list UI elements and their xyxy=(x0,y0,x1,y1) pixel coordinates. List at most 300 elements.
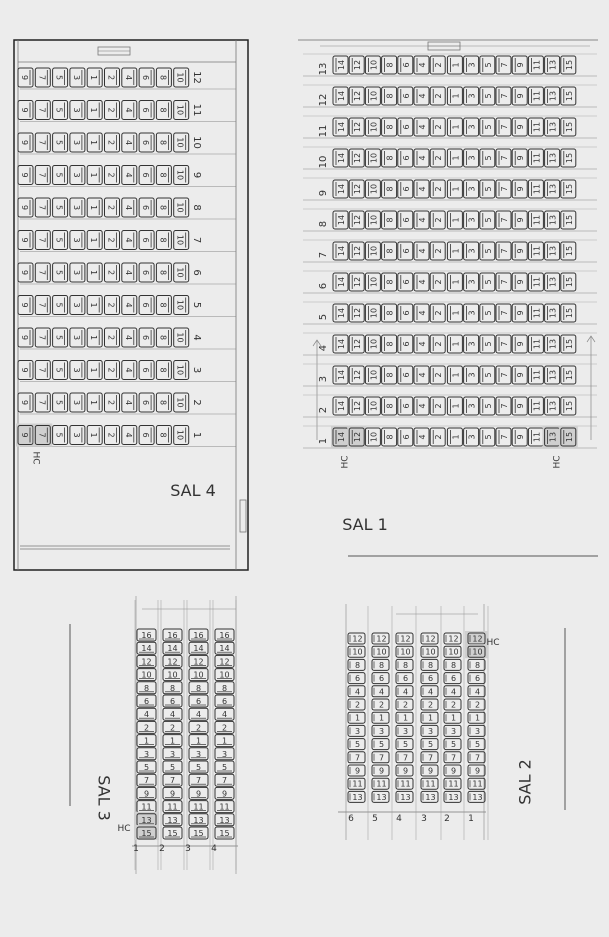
sal2-seat-number: 10 xyxy=(425,647,436,657)
sal1-seat-number: 6 xyxy=(401,217,411,223)
sal3-seat-number: 4 xyxy=(143,710,150,720)
sal1-seat-number: 10 xyxy=(369,431,379,443)
sal3-seat-number: 16 xyxy=(219,631,230,640)
sal3-seat-number: 13 xyxy=(219,815,230,825)
sal3-seat-number: 10 xyxy=(141,670,152,680)
sal1-seat-number: 13 xyxy=(548,245,558,257)
sal2-seat-number: 10 xyxy=(472,647,483,657)
sal4-seat-number: 9 xyxy=(20,204,29,211)
sal1-seat-number: 10 xyxy=(369,90,379,102)
sal3-seat-number: 8 xyxy=(221,683,228,693)
sal4-row-number: 12 xyxy=(191,71,202,84)
sal1-seat-number: 15 xyxy=(564,400,574,412)
sal3-seat-number: 1 xyxy=(143,736,150,746)
sal1-seat-number: 14 xyxy=(337,121,346,133)
sal4-seat-number: 7 xyxy=(37,107,47,113)
sal3-seat-number: 11 xyxy=(219,802,230,812)
sal4-seat-number: 6 xyxy=(141,172,151,178)
sal4-seat-number: 4 xyxy=(123,367,133,373)
sal4-seat-number: 6 xyxy=(141,204,151,211)
sal1-seat-number: 8 xyxy=(385,62,395,68)
sal1-seat-number: 9 xyxy=(516,403,526,409)
sal2-seat-number: 13 xyxy=(472,792,483,802)
sal3-seat-number: 2 xyxy=(169,723,176,733)
sal4-seat-number: 3 xyxy=(71,172,81,178)
sal4-seat-number: 5 xyxy=(54,269,64,276)
sal4-seat-number: 6 xyxy=(141,269,151,276)
sal1-seat-number: 10 xyxy=(369,121,379,133)
sal2-seat-number: 5 xyxy=(427,740,434,750)
sal4-seat-number: 5 xyxy=(54,172,64,178)
sal1-seat-number: 1 xyxy=(451,403,461,409)
sal1-row-number: 4 xyxy=(318,344,329,352)
sal2-seat-number: 1 xyxy=(427,713,434,723)
sal4-seat-number: 3 xyxy=(71,367,81,373)
sal1-seat-number: 11 xyxy=(532,307,542,319)
sal1-seat-number: 3 xyxy=(467,372,477,378)
sal1-row-number: 2 xyxy=(318,406,329,414)
sal2-seat-number: 11 xyxy=(376,779,387,789)
sal1-seat-number: 4 xyxy=(418,93,427,99)
sal1-seat-number: 3 xyxy=(467,62,477,68)
sal1-row-number: 13 xyxy=(318,62,329,76)
sal1-seat-number: 8 xyxy=(385,279,395,285)
sal4-seat-number: 4 xyxy=(123,302,133,308)
sal4-seat-number: 5 xyxy=(54,302,64,308)
sal1-seat-number: 10 xyxy=(369,183,379,195)
sal1-seat-number: 10 xyxy=(369,245,379,257)
sal1-seat-number: 1 xyxy=(451,186,461,192)
sal4-row-number: 2 xyxy=(191,399,202,406)
sal2-seat-number: 8 xyxy=(427,660,434,670)
sal2-seat-number: 2 xyxy=(474,700,481,710)
sal1-seat-number: 12 xyxy=(353,121,363,133)
sal2-seat-number: 1 xyxy=(450,713,457,723)
sal3-seat-number: 12 xyxy=(193,657,204,667)
sal4-seat-number: 10 xyxy=(175,72,185,83)
sal4-seat-number: 2 xyxy=(106,367,116,373)
sal4-seat-number: 8 xyxy=(158,269,168,276)
sal1-seat-number: 6 xyxy=(401,341,411,347)
sal1-seat-number: 15 xyxy=(564,307,574,319)
sal2-seat-number: 1 xyxy=(354,713,361,723)
sal4-seat-number: 2 xyxy=(106,334,116,341)
sal1-seat-number: 1 xyxy=(451,279,461,285)
sal3-seat-number: 13 xyxy=(167,815,178,825)
sal1-seat-number: 14 xyxy=(337,214,346,226)
sal1-seat-number: 3 xyxy=(467,279,477,285)
sal4-seat-number: 6 xyxy=(141,334,151,341)
sal2-seat-number: 2 xyxy=(450,700,457,710)
sal4-seat-number: 1 xyxy=(89,237,99,243)
sal1-seat-number: 5 xyxy=(483,124,493,130)
sal1-seat-number: 4 xyxy=(418,434,427,440)
sal3-seat-number: 11 xyxy=(141,802,152,812)
sal4-seat-number: 5 xyxy=(54,139,64,146)
sal3-seat-number: 1 xyxy=(195,736,202,746)
sal3-seat-number: 7 xyxy=(169,776,176,786)
sal4-seat-number: 7 xyxy=(37,172,47,178)
sal4-seat-number: 6 xyxy=(141,74,151,81)
sal4-seat-number: 2 xyxy=(106,74,116,81)
sal4-seat-number: 5 xyxy=(54,432,64,438)
sal1-seat-number: 14 xyxy=(337,245,346,257)
sal1-seat-number: 6 xyxy=(401,93,411,99)
sal1-seat-number: 14 xyxy=(337,276,346,288)
sal4-title: SAL 4 xyxy=(170,481,216,500)
sal1-seat-number: 2 xyxy=(434,434,444,440)
sal1-seat-number: 4 xyxy=(418,186,427,192)
sal1-seat-number: 6 xyxy=(401,279,411,285)
sal1-seat-number: 12 xyxy=(353,90,363,102)
sal4-seat-number: 3 xyxy=(71,139,81,146)
sal1-seat-number: 7 xyxy=(500,248,509,254)
sal3-seat-number: 3 xyxy=(195,749,202,759)
sal1-seat-number: 14 xyxy=(337,152,346,164)
sal1-seat-number: 11 xyxy=(532,59,542,71)
sal1-seat-number: 5 xyxy=(483,341,493,347)
sal1-seat-number: 15 xyxy=(564,245,574,257)
sal1-seat-number: 10 xyxy=(369,59,379,71)
sal1-seat-number: 11 xyxy=(532,245,542,257)
sal3-seat-number: 1 xyxy=(221,736,228,746)
sal4-seat-number: 10 xyxy=(175,332,185,343)
sal2-seat-number: 13 xyxy=(352,792,363,802)
sal1-seat-number: 11 xyxy=(532,338,542,350)
sal4-seat-number: 4 xyxy=(123,334,133,341)
sal3-seat-number: 13 xyxy=(193,815,204,825)
sal1-row-number: 6 xyxy=(318,282,329,290)
sal1-seat-number: 13 xyxy=(548,90,558,102)
sal1-seat-number: 13 xyxy=(548,59,558,71)
sal2-seat-number: 11 xyxy=(472,779,483,789)
sal1-seat-number: 15 xyxy=(564,431,574,443)
sal4-seat-number: 1 xyxy=(89,269,99,276)
sal1-seat-number: 13 xyxy=(548,183,558,195)
sal1-seat-number: 15 xyxy=(564,152,574,164)
sal3-seat-number: 7 xyxy=(221,776,228,786)
sal1-seat-number: 12 xyxy=(353,400,363,412)
sal2-seat-number: 5 xyxy=(378,740,385,750)
sal4-seat-number: 9 xyxy=(20,172,29,178)
sal1-seat-number: 1 xyxy=(451,155,461,161)
sal2-seat-number: 4 xyxy=(427,687,434,697)
sal4-seat-number: 9 xyxy=(20,367,29,373)
sal2-seat-number: 6 xyxy=(474,674,481,684)
sal1-seat-number: 11 xyxy=(532,152,542,164)
sal1-seat-number: 10 xyxy=(369,338,379,350)
sal2-seat-number: 4 xyxy=(378,687,385,697)
sal2-seat-number: 12 xyxy=(376,634,387,644)
sal4-seat-number: 6 xyxy=(141,367,151,373)
sal1-seat-number: 7 xyxy=(500,186,509,192)
sal2-column-number: 4 xyxy=(396,814,402,824)
sal2-seat-number: 10 xyxy=(448,647,459,657)
sal4-seat-number: 9 xyxy=(20,237,29,243)
sal1-row-number: 9 xyxy=(318,189,329,197)
sal1-seat-number: 2 xyxy=(434,124,444,130)
sal1-seat-number: 8 xyxy=(385,124,395,130)
sal1-seat-number: 5 xyxy=(483,279,493,285)
sal2-seat-number: 7 xyxy=(474,753,481,763)
sal4-seat-number: 9 xyxy=(20,302,29,308)
sal4-seat-number: 1 xyxy=(89,334,99,341)
sal1-frame xyxy=(298,40,598,556)
sal3-seat-number: 6 xyxy=(221,697,228,706)
sal1-seat-number: 13 xyxy=(548,400,558,412)
sal4-seat-number: 4 xyxy=(123,139,133,146)
sal2-seat-number: 12 xyxy=(400,634,411,644)
sal1-seat-number: 4 xyxy=(418,155,427,161)
sal4-row-number: 10 xyxy=(191,136,202,149)
sal2-hc-label: HC xyxy=(486,638,500,648)
sal2-seat-number: 8 xyxy=(474,660,481,670)
sal4-seat-number: 10 xyxy=(175,234,185,246)
sal2-seat-number: 7 xyxy=(402,753,409,763)
sal1-seat-number: 11 xyxy=(532,276,542,288)
sal1-seat-number: 6 xyxy=(401,124,411,130)
sal1-seat-number: 4 xyxy=(418,403,427,409)
sal1-seat-number: 2 xyxy=(434,155,444,161)
sal1-seat-number: 9 xyxy=(516,93,526,99)
sal3-seat-number: 11 xyxy=(167,802,178,812)
sal1-seat-number: 12 xyxy=(353,214,363,226)
sal4-row-number: 1 xyxy=(191,431,202,439)
sal3-seat-number: 2 xyxy=(195,723,202,733)
sal1-seat-number: 1 xyxy=(451,217,461,223)
sal3-seat-number: 10 xyxy=(167,670,178,680)
sal2-seat-number: 12 xyxy=(472,634,483,644)
sal1-seat-number: 9 xyxy=(516,310,526,316)
sal1-seat-number: 1 xyxy=(451,62,461,68)
sal2-seat-number: 8 xyxy=(378,660,385,670)
sal2-seat-number: 8 xyxy=(354,660,361,670)
sal2-seat-number: 11 xyxy=(425,779,436,789)
sal1-seat-number: 4 xyxy=(418,279,427,285)
seat-layer xyxy=(16,54,597,870)
sal2-seat-number: 9 xyxy=(427,766,434,776)
sal1-seat-number: 12 xyxy=(353,276,363,288)
sal3-seat-number: 8 xyxy=(143,683,150,693)
sal4-seat-number: 10 xyxy=(175,169,185,181)
sal1-seat-number: 6 xyxy=(401,62,411,68)
sal4-seat-number: 1 xyxy=(89,74,99,81)
sal1-hc-label-left: HC xyxy=(340,455,351,469)
sal1-seat-number: 14 xyxy=(337,369,346,381)
sal1-seat-number: 8 xyxy=(385,155,395,161)
sal4-seat-number: 7 xyxy=(37,334,47,341)
sal3-seat-number: 12 xyxy=(141,657,152,667)
sal1-seat-number: 7 xyxy=(500,93,509,99)
sal4-seat-number: 3 xyxy=(71,237,81,243)
sal3-column-number: 2 xyxy=(159,844,165,854)
sal2-seat-number: 1 xyxy=(474,713,481,723)
sal2-seat-number: 10 xyxy=(400,647,411,657)
sal2-seat-number: 9 xyxy=(474,766,481,776)
sal1-seat-number: 9 xyxy=(516,248,526,254)
sal1-seat-number: 7 xyxy=(500,62,509,68)
sal1-seat-number: 12 xyxy=(353,152,363,164)
sal4-seat-number: 3 xyxy=(71,269,81,276)
sal3-seat-number: 14 xyxy=(219,644,230,654)
sal4-seat-number: 1 xyxy=(89,172,99,178)
sal1-row-number: 8 xyxy=(318,220,329,228)
sal2-seat-number: 8 xyxy=(450,660,457,670)
sal1-seat-number: 3 xyxy=(467,310,477,316)
sal1-seat-number: 15 xyxy=(564,369,574,381)
sal3-seat-number: 9 xyxy=(169,789,176,799)
sal1-seat-number: 14 xyxy=(337,338,346,350)
sal4-seat-number: 1 xyxy=(89,107,99,113)
sal3-seat-number: 5 xyxy=(143,763,150,772)
sal4-seat-number: 10 xyxy=(175,267,185,278)
sal2-seat-number: 13 xyxy=(400,792,411,802)
sal2-column-number: 1 xyxy=(468,814,474,824)
sal1-seat-number: 11 xyxy=(532,214,542,226)
sal3-seat-number: 3 xyxy=(221,749,228,759)
sal4-seat-number: 4 xyxy=(123,172,133,178)
sal4-seat-number: 10 xyxy=(175,364,185,376)
sal1-seat-number: 5 xyxy=(483,62,493,68)
sal2-seat-number: 4 xyxy=(474,687,481,697)
sal2-title: SAL 2 xyxy=(515,759,535,805)
sal4-seat-number: 10 xyxy=(175,137,185,148)
sal2-seat-number: 8 xyxy=(402,660,409,670)
sal1-seat-number: 10 xyxy=(369,152,379,164)
sal1-row-number: 5 xyxy=(318,313,329,321)
sal3-seat-number: 9 xyxy=(221,789,228,799)
sal2-seat-number: 2 xyxy=(402,700,409,710)
sal2-column-number: 5 xyxy=(372,814,378,824)
sal3-seat-number: 2 xyxy=(143,723,150,733)
sal1-seat-number: 1 xyxy=(451,93,461,99)
sal2-seat-number: 4 xyxy=(450,687,457,697)
sal1-seat-number: 4 xyxy=(418,217,427,223)
sal1-seat-number: 15 xyxy=(564,183,574,195)
sal4-seat-number: 10 xyxy=(175,429,185,441)
sal3-seat-number: 14 xyxy=(193,644,204,654)
sal3-column-number: 1 xyxy=(133,844,139,854)
sal2-seat-number: 6 xyxy=(427,674,434,684)
sal4-hc-label: HC xyxy=(30,451,41,465)
sal1-seat-number: 2 xyxy=(434,62,444,68)
sal4-seat-number: 6 xyxy=(141,107,151,113)
sal1-seat-number: 9 xyxy=(516,62,526,68)
sal1-seat-number: 11 xyxy=(532,121,542,133)
sal2-seat-number: 3 xyxy=(402,726,409,736)
sal4-seat-number: 6 xyxy=(141,432,151,438)
sal1-seat-number: 9 xyxy=(516,217,526,223)
sal4-seat-number: 8 xyxy=(158,172,168,178)
sal3-seat-number: 14 xyxy=(141,644,152,654)
sal4-seat-number: 7 xyxy=(37,269,47,276)
sal1-seat-number: 10 xyxy=(369,307,379,319)
sal3-hc-label: HC xyxy=(117,824,131,834)
sal4-seat-number: 6 xyxy=(141,139,151,146)
sal1-seat-number: 6 xyxy=(401,155,411,161)
sal3-seat-number: 12 xyxy=(167,657,178,667)
sal4-seat-number: 4 xyxy=(123,107,133,113)
sal4-seat-number: 5 xyxy=(54,74,64,81)
sal4-row-number: 7 xyxy=(191,236,202,244)
sal4-seat-number: 2 xyxy=(106,139,116,146)
sal4-seat-number: 8 xyxy=(158,432,168,438)
sal1-seat-number: 12 xyxy=(353,307,363,319)
sal1-seat-number: 8 xyxy=(385,341,395,347)
sal1-seat-number: 6 xyxy=(401,310,411,316)
sal1-seat-number: 8 xyxy=(385,403,395,409)
sal1-seat-number: 11 xyxy=(532,90,542,102)
sal4-seat-number: 2 xyxy=(106,399,116,406)
sal4-seat-number: 3 xyxy=(71,334,81,341)
sal1-seat-number: 1 xyxy=(451,341,461,347)
sal1-seat-number: 1 xyxy=(451,248,461,254)
sal4-seat-number: 3 xyxy=(71,204,81,211)
sal2-seat-number: 2 xyxy=(354,700,361,710)
sal1-seat-number: 8 xyxy=(385,248,395,254)
sal4-row-number: 9 xyxy=(191,171,202,179)
sal4-seat-number: 8 xyxy=(158,74,168,81)
sal2-seat-number: 1 xyxy=(402,713,409,723)
sal3-seat-number: 15 xyxy=(219,829,230,838)
sal4-seat-number: 9 xyxy=(20,139,29,146)
sal1-seat-number: 8 xyxy=(385,217,395,223)
sal2-seat-number: 3 xyxy=(474,726,481,736)
sal2-seat-number: 7 xyxy=(354,753,361,763)
sal1-seat-number: 4 xyxy=(418,341,427,347)
sal2-seat-number: 3 xyxy=(450,726,457,736)
sal1-seat-number: 4 xyxy=(418,310,427,316)
sal1-seat-number: 8 xyxy=(385,186,395,192)
sal4-seat-number: 2 xyxy=(106,269,116,276)
sal4-seat-number: 3 xyxy=(71,74,81,81)
sal4-seat-number: 8 xyxy=(158,139,168,146)
sal3-seat-number: 15 xyxy=(141,829,152,838)
sal4-seat-number: 2 xyxy=(106,432,116,438)
sal1-seat-number: 1 xyxy=(451,124,461,130)
sal3-seat-number: 6 xyxy=(195,697,202,706)
sal2-column-number: 3 xyxy=(421,814,427,824)
sal3-seat-number: 1 xyxy=(169,736,176,746)
sal4-seat-number: 7 xyxy=(37,139,47,146)
sal3-seat-number: 2 xyxy=(221,723,228,733)
sal3-title: SAL 3 xyxy=(94,775,114,821)
sal4-seat-number: 1 xyxy=(89,204,99,211)
sal2-seat-number: 9 xyxy=(354,766,361,776)
sal4-seat-number: 10 xyxy=(175,299,185,311)
sal3-seat-number: 7 xyxy=(143,776,150,786)
sal1-seat-number: 14 xyxy=(337,90,346,102)
sal4-seat-number: 8 xyxy=(158,399,168,406)
sal1-seat-number: 9 xyxy=(516,372,526,378)
sal1-seat-number: 4 xyxy=(418,372,427,378)
sal2-seat-number: 5 xyxy=(354,740,361,750)
sal2-seat-number: 13 xyxy=(376,792,387,802)
sal3-seat-number: 12 xyxy=(219,657,230,667)
sal4-seat-number: 9 xyxy=(20,432,29,438)
sal1-row-number: 11 xyxy=(318,124,329,138)
sal1-seat-number: 5 xyxy=(483,155,493,161)
sal2-seat-number: 6 xyxy=(450,674,457,684)
sal2-seat-number: 5 xyxy=(402,740,409,750)
sal1-seat-number: 7 xyxy=(500,279,509,285)
sal1-seat-number: 15 xyxy=(564,59,574,71)
sal2-seat-number: 4 xyxy=(354,687,361,697)
sal3-seat-number: 5 xyxy=(169,763,176,772)
sal3-seat-number: 13 xyxy=(141,815,152,825)
sal2-seat-number: 12 xyxy=(448,634,459,644)
sal1-seat-number: 5 xyxy=(483,93,493,99)
